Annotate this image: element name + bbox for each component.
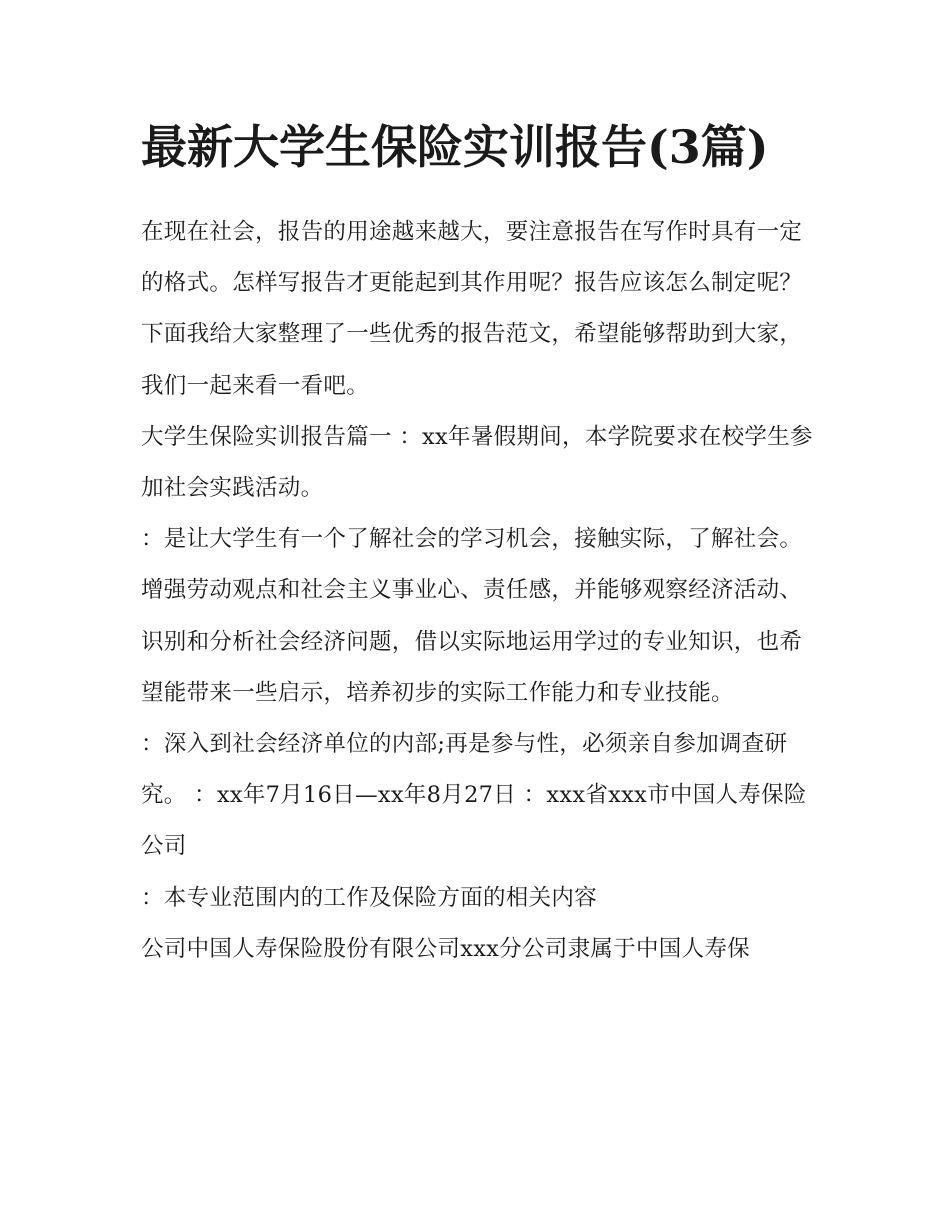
- document-body: [141, 108, 813, 975]
- document-title: 最新大学生保险实训报告(3篇): [141, 120, 769, 174]
- paragraph-content: ：本专业范围内的工作及保险方面的相关内容: [141, 884, 598, 911]
- paragraph-part-one-heading: 大学生保险实训报告篇一 ：xx年暑假期间，本学院要求在校学生参加社会实践活动。: [141, 423, 813, 502]
- paragraph-intro: 在现在社会，报告的用途越来越大，要注意报告在写作时具有一定的格式。怎样写报告才更能起到其作用呢？报告应该怎么制定呢？下面我给大家整理了一些优秀的报告范文，希望能够帮助到大家，我们一起来看一看吧。: [141, 219, 803, 399]
- paragraph-method-time-place: ：深入到社会经济单位的内部;再是参与性，必须亲自参加调查研究。 ：xx年7月16日—xx年8月27日 ：xxx省xxx市中国人寿保险公司: [141, 731, 807, 860]
- paragraph-purpose: ：是让大学生有一个了解社会的学习机会，接触实际，了解社会。增强劳动观点和社会主义事业心、责任感，并能够观察经济活动、识别和分析社会经济问题，借以实际地运用学过的专业知识，也希望能带来一些启示，培养初步的实际工作能力和专业技能。: [141, 526, 803, 706]
- paragraph-company: 公司中国人寿保险股份有限公司xxx分公司隶属于中国人寿保: [141, 935, 750, 962]
